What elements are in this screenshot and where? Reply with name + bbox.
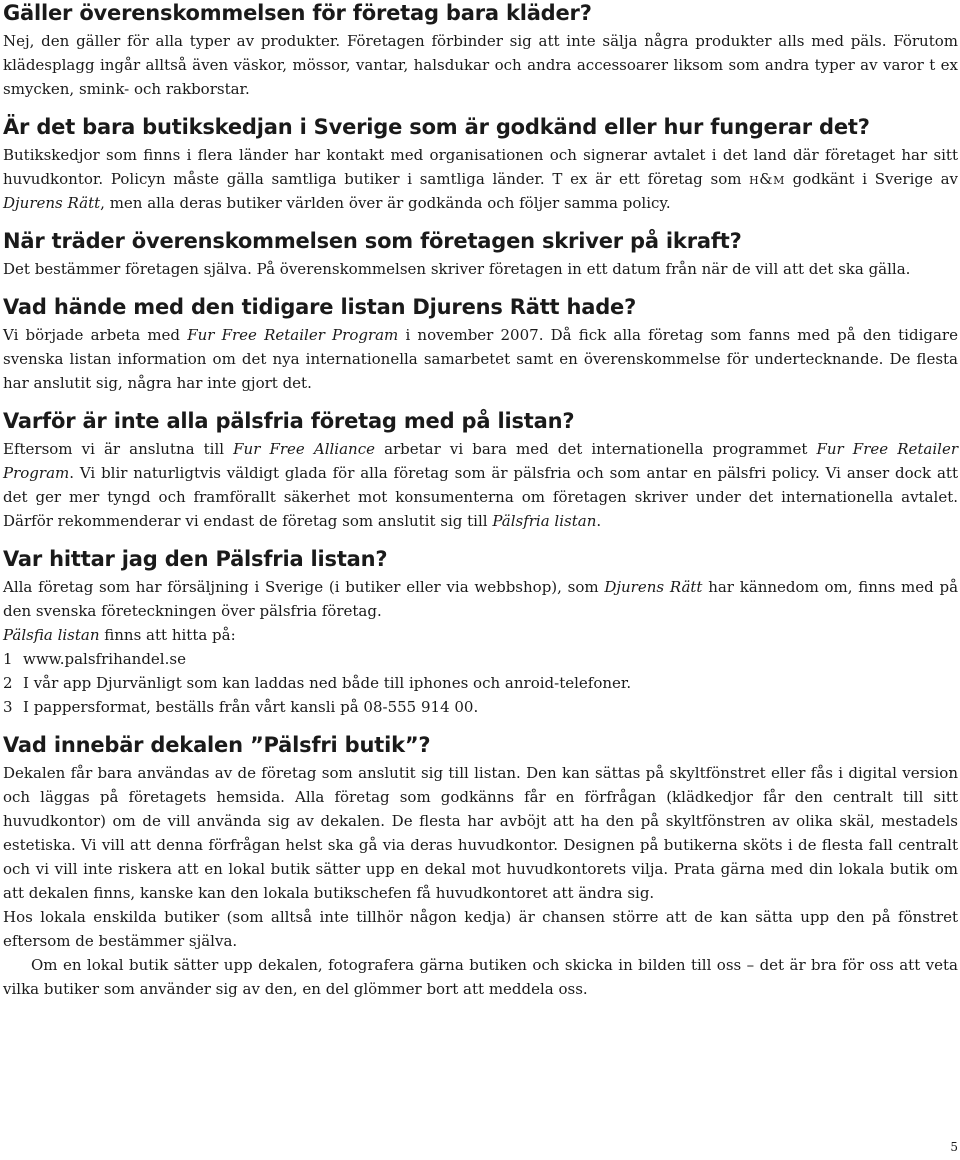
section-paragraph: Alla företag som har försäljning i Sverige (i butiker eller via webbshop), som Djurens Rätt har kännedom om, finns med på den svenska företeckningen över pälsfria företag. <box>3 578 959 620</box>
section-paragraph: Om en lokal butik sätter upp dekalen, fotografera gärna butiken och skicka in bilden till oss – det är bra för oss att veta vilka butiker som använder sig av den, en del glömmer bort att meddela oss. <box>3 956 958 998</box>
list-item <box>3 695 958 719</box>
section-heading: Gäller överenskommelsen för företag bara kläder? <box>3 1 592 25</box>
section-paragraph: Dekalen får bara användas av de företag som anslutit sig till listan. Den kan sättas på skyltfönstret eller fås i digital version och läggas på företagets hemsida. Alla företag som godkänns får en förfrågan (klädkedjor får den centralt till sitt huvudkontor) om de vill använda sig av dekalen. De flesta har avböjt att ha den på skyltfönstren av olika skäl, mestadels estetiska. Vi vill att denna förfrågan helst ska gå via deras huvudkontor. Designen på butikerna sköts i de flesta fall centralt och vi vill inte riskera att en lokal butik sätter upp en dekal mot huvudkontorets vilja. Prata gärna med din lokala butik om att dekalen finns, kanske kan den lokala butikschefen få huvudkontoret att ändra sig. <box>3 764 958 902</box>
section-effective-date <box>3 228 958 281</box>
section-heading: När träder överenskommelsen som företagen skriver på ikraft? <box>3 229 742 253</box>
section-why-not-all <box>3 408 958 533</box>
section-store-chains <box>3 114 958 215</box>
section-previous-list <box>3 294 958 395</box>
section-paragraph: Hos lokala enskilda butiker (som alltså inte tillhör någon kedja) är chansen större att de kan sätta upp den på fönstret eftersom de bestämmer själva. <box>3 908 958 950</box>
section-where-list <box>3 546 958 719</box>
section-heading: Var hittar jag den Pälsfria listan? <box>3 547 388 571</box>
list-text: I vår app Djurvänligt som kan laddas ned både till iphones och anroid-telefoner. <box>23 674 632 692</box>
section-clothing-scope <box>3 0 958 101</box>
list-number: 3 <box>3 698 13 716</box>
section-heading: Vad innebär dekalen ”Pälsfri butik”? <box>3 733 431 757</box>
list-number: 2 <box>3 674 13 692</box>
brand-name: h&m <box>749 170 785 188</box>
section-heading: Är det bara butikskedjan i Sverige som är godkänd eller hur fungerar det? <box>3 115 870 139</box>
section-paragraph: Det bestämmer företagen själva. På överenskommelsen skriver företagen in ett datum från när de vill att det ska gälla. <box>3 260 911 278</box>
list-item <box>3 647 958 671</box>
section-sticker <box>3 732 958 1001</box>
page-number: 5 <box>950 1140 958 1154</box>
section-paragraph: Vi började arbeta med Fur Free Retailer Program i november 2007. Då fick alla företag som fanns med på den tidigare svenska listan information om det nya internationella samarbetet samt en överenskommelse för undertecknande. De flesta har anslutit sig, några har inte gjort det. <box>3 326 958 392</box>
list-item <box>3 671 958 695</box>
section-heading: Vad hände med den tidigare listan Djurens Rätt hade? <box>3 295 637 319</box>
section-paragraph: Pälsfia listan finns att hitta på: <box>3 626 236 644</box>
section-heading: Varför är inte alla pälsfria företag med på listan? <box>3 409 575 433</box>
document-page <box>3 0 958 1014</box>
list-number: 1 <box>3 650 13 668</box>
list-text: www.palsfrihandel.se <box>23 650 186 668</box>
section-paragraph: Eftersom vi är anslutna till Fur Free Alliance arbetar vi bara med det internationella programmet Fur Free Retailer Program. Vi blir naturligtvis väldigt glada för alla företag som är pälsfria och som antar en pälsfri policy. Vi anser dock att det ger mer tyngd och framförallt säkerhet mot konsumenterna om företagen skriver under det internationella avtalet. Därför rekommenderar vi endast de företag som anslutit sig till Pälsfria listan. <box>3 440 958 530</box>
section-paragraph: Nej, den gäller för alla typer av produkter. Företagen förbinder sig att inte sälja några produkter alls med päls. Förutom klädesplagg ingår alltså även väskor, mössor, vantar, halsdukar och andra accessoarer liksom som andra typer av varor t ex smycken, smink- och rakborstar. <box>3 32 958 98</box>
section-paragraph: Butikskedjor som finns i flera länder har kontakt med organisationen och signerar avtalet i det land där företaget har sitt huvudkontor. Policyn måste gälla samtliga butiker i samtliga länder. T ex är ett företag som h&m godkänt i Sverige av Djurens Rätt, men alla deras butiker världen över är godkända och följer samma policy. <box>3 146 958 212</box>
list-text: I pappersformat, beställs från vårt kansli på 08-555 914 00. <box>23 698 479 716</box>
